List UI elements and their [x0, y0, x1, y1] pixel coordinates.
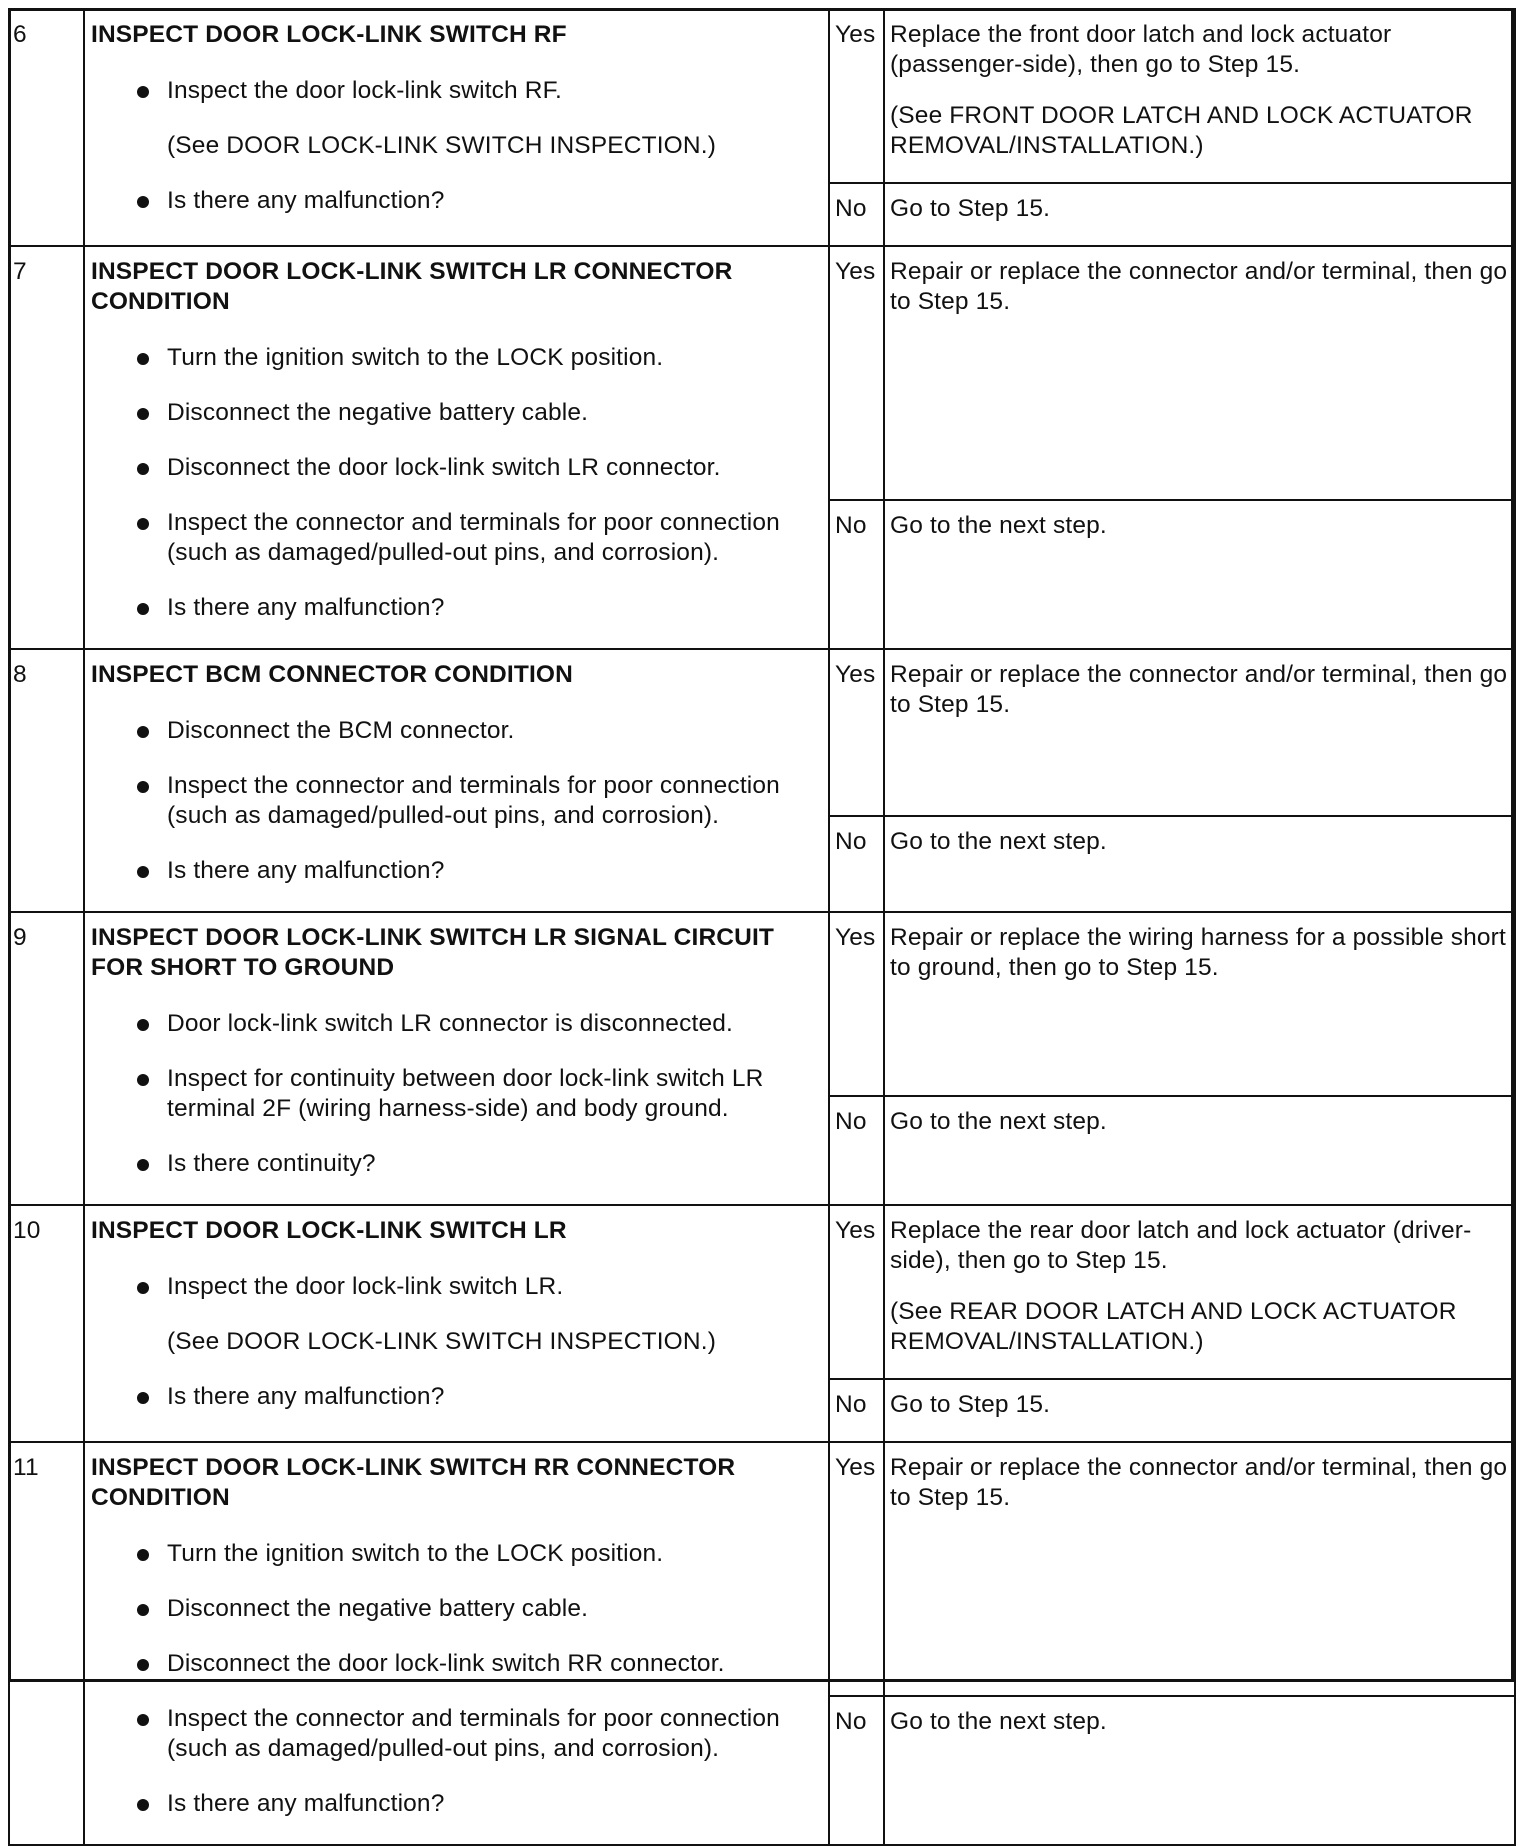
- result-paragraph: Go to the next step.: [890, 1707, 1107, 1735]
- bullet-text: Is there any malfunction?: [167, 1790, 445, 1817]
- reference-note: (See DOOR LOCK-LINK SWITCH INSPECTION.): [167, 1328, 717, 1355]
- no-result: [884, 1696, 1515, 1845]
- bullet-text: Inspect for continuity between door lock-link switch LR terminal 2F (wiring harness-side) and body ground.: [167, 1065, 764, 1122]
- bullet-item: [91, 1649, 820, 1679]
- no-result: [884, 183, 1515, 246]
- bullet-text: Disconnect the BCM connector.: [167, 717, 515, 744]
- step-title: INSPECT DOOR LOCK-LINK SWITCH RR CONNECTOR CONDITION: [91, 1454, 736, 1511]
- step-number: 7: [9, 246, 84, 649]
- yes-result: [884, 1442, 1515, 1696]
- yes-label: Yes: [829, 9, 884, 183]
- no-label: No: [829, 1696, 884, 1845]
- step-title: INSPECT DOOR LOCK-LINK SWITCH LR SIGNAL CIRCUIT FOR SHORT TO GROUND: [91, 924, 775, 981]
- step-number: 8: [9, 649, 84, 912]
- bullet-text: Disconnect the door lock-link switch LR connector.: [167, 454, 721, 481]
- bullet-icon: [137, 86, 149, 98]
- procedure-table-body: [9, 9, 1515, 1845]
- result-paragraph: Go to the next step.: [890, 511, 1107, 539]
- bullet-item: [91, 856, 820, 886]
- bullet-icon: [137, 603, 149, 615]
- bullet-icon: [137, 781, 149, 793]
- yes-label: Yes: [829, 1442, 884, 1696]
- no-label: No: [829, 1379, 884, 1442]
- bullet-icon: [137, 1549, 149, 1561]
- bullet-icon: [137, 353, 149, 365]
- bullet-text: Inspect the connector and terminals for poor connection (such as damaged/pulled-out pins, and corrosion).: [167, 509, 780, 566]
- bullet-item: [91, 186, 820, 216]
- bullet-text: Door lock-link switch LR connector is disconnected.: [167, 1010, 733, 1037]
- bullet-icon: [137, 463, 149, 475]
- bullet-item: [91, 716, 820, 746]
- result-paragraph: Repair or replace the connector and/or terminal, then go to Step 15.: [890, 258, 1508, 315]
- yes-result: [884, 649, 1515, 816]
- bullet-text: Disconnect the door lock-link switch RR connector.: [167, 1650, 725, 1677]
- step-row-yes: [9, 1442, 1515, 1696]
- bullet-text: Is there continuity?: [167, 1150, 376, 1177]
- result-paragraph: Replace the rear door latch and lock actuator (driver-side), then go to Step 15.: [890, 1217, 1472, 1274]
- bullet-icon: [137, 1392, 149, 1404]
- bullet-icon: [137, 1799, 149, 1811]
- yes-label: Yes: [829, 912, 884, 1096]
- bullet-item: [91, 76, 820, 106]
- result-paragraph: Repair or replace the connector and/or terminal, then go to Step 15.: [890, 1454, 1508, 1511]
- bullet-text: Is there any malfunction?: [167, 594, 445, 621]
- bullet-icon: [137, 1074, 149, 1086]
- bullet-text: Is there any malfunction?: [167, 187, 445, 214]
- step-number: 11: [9, 1442, 84, 1845]
- bullet-icon: [137, 1159, 149, 1171]
- step-title: INSPECT DOOR LOCK-LINK SWITCH LR: [91, 1217, 567, 1244]
- bullet-text: Is there any malfunction?: [167, 857, 445, 884]
- bullet-icon: [137, 1604, 149, 1616]
- bullet-item: [91, 1149, 820, 1179]
- no-label: No: [829, 500, 884, 649]
- no-result: [884, 1096, 1515, 1205]
- bullet-item: [91, 1704, 820, 1764]
- bullet-text: Inspect the connector and terminals for poor connection (such as damaged/pulled-out pins, and corrosion).: [167, 1705, 780, 1762]
- yes-result: [884, 246, 1515, 500]
- bullet-icon: [137, 1019, 149, 1031]
- bullet-item: [91, 1009, 820, 1039]
- result-paragraph: Go to Step 15.: [890, 195, 1051, 222]
- bullet-text: Turn the ignition switch to the LOCK position.: [167, 344, 664, 371]
- result-paragraph: (See FRONT DOOR LATCH AND LOCK ACTUATOR REMOVAL/INSTALLATION.): [890, 102, 1473, 159]
- no-label: No: [829, 816, 884, 912]
- bullet-item: [91, 771, 820, 831]
- bullet-item: [91, 1789, 820, 1819]
- no-result: [884, 816, 1515, 912]
- step-title: INSPECT BCM CONNECTOR CONDITION: [91, 661, 573, 688]
- bullet-icon: [137, 408, 149, 420]
- no-result: [884, 500, 1515, 649]
- step-row-yes: [9, 649, 1515, 816]
- yes-result: [884, 1205, 1515, 1379]
- yes-result: [884, 9, 1515, 183]
- bullet-item: [91, 593, 820, 623]
- no-label: No: [829, 183, 884, 246]
- bullet-icon: [137, 866, 149, 878]
- bullet-item: [91, 1594, 820, 1624]
- bullet-item: [91, 1064, 820, 1124]
- bullet-item: [91, 453, 820, 483]
- bullet-icon: [137, 518, 149, 530]
- bullet-icon: [137, 1714, 149, 1726]
- bullet-icon: [137, 726, 149, 738]
- result-paragraph: Repair or replace the wiring harness for a possible short to ground, then go to Step 15.: [890, 924, 1506, 981]
- yes-label: Yes: [829, 1205, 884, 1379]
- bullet-text: Disconnect the negative battery cable.: [167, 399, 589, 426]
- bullet-item: [91, 1382, 820, 1412]
- step-row-yes: [9, 9, 1515, 183]
- bullet-icon: [137, 196, 149, 208]
- bullet-icon: [137, 1282, 149, 1294]
- result-paragraph: Go to the next step.: [890, 1108, 1107, 1136]
- result-paragraph: Repair or replace the connector and/or terminal, then go to Step 15.: [890, 661, 1508, 718]
- bullet-item: [91, 508, 820, 568]
- step-action-cell: [84, 1442, 829, 1845]
- yes-label: Yes: [829, 649, 884, 816]
- step-row-yes: [9, 1205, 1515, 1379]
- bullet-item: [91, 343, 820, 373]
- bullet-text: Inspect the door lock-link switch LR.: [167, 1273, 564, 1300]
- result-paragraph: Go to the next step.: [890, 827, 1107, 855]
- bullet-icon: [137, 1659, 149, 1671]
- result-paragraph: Replace the front door latch and lock actuator (passenger-side), then go to Step 15.: [890, 21, 1392, 78]
- result-paragraph: (See REAR DOOR LATCH AND LOCK ACTUATOR REMOVAL/INSTALLATION.): [890, 1298, 1457, 1355]
- bullet-text: Inspect the connector and terminals for poor connection (such as damaged/pulled-out pins, and corrosion).: [167, 772, 780, 829]
- step-number: 6: [9, 9, 84, 246]
- step-title: INSPECT DOOR LOCK-LINK SWITCH RF: [91, 21, 567, 48]
- step-action-cell: [84, 246, 829, 649]
- step-action-cell: [84, 912, 829, 1205]
- step-number: 9: [9, 912, 84, 1205]
- no-result: [884, 1379, 1515, 1442]
- no-label: No: [829, 1096, 884, 1205]
- step-row-yes: [9, 246, 1515, 500]
- diagnostic-procedure-table: [8, 8, 1516, 1846]
- step-row-yes: [9, 912, 1515, 1096]
- step-action-cell: [84, 1205, 829, 1442]
- bullet-item: [91, 1539, 820, 1569]
- bullet-item: [91, 1272, 820, 1302]
- step-title: INSPECT DOOR LOCK-LINK SWITCH LR CONNECTOR CONDITION: [91, 258, 733, 315]
- result-paragraph: Go to Step 15.: [890, 1391, 1051, 1418]
- bullet-text: Inspect the door lock-link switch RF.: [167, 77, 562, 104]
- reference-note: (See DOOR LOCK-LINK SWITCH INSPECTION.): [167, 132, 717, 159]
- bullet-item: [91, 398, 820, 428]
- bullet-text: Is there any malfunction?: [167, 1383, 445, 1410]
- step-action-cell: [84, 649, 829, 912]
- yes-label: Yes: [829, 246, 884, 500]
- bullet-text: Disconnect the negative battery cable.: [167, 1595, 589, 1622]
- bullet-text: Turn the ignition switch to the LOCK position.: [167, 1540, 664, 1567]
- step-action-cell: [84, 9, 829, 246]
- yes-result: [884, 912, 1515, 1096]
- step-number: 10: [9, 1205, 84, 1442]
